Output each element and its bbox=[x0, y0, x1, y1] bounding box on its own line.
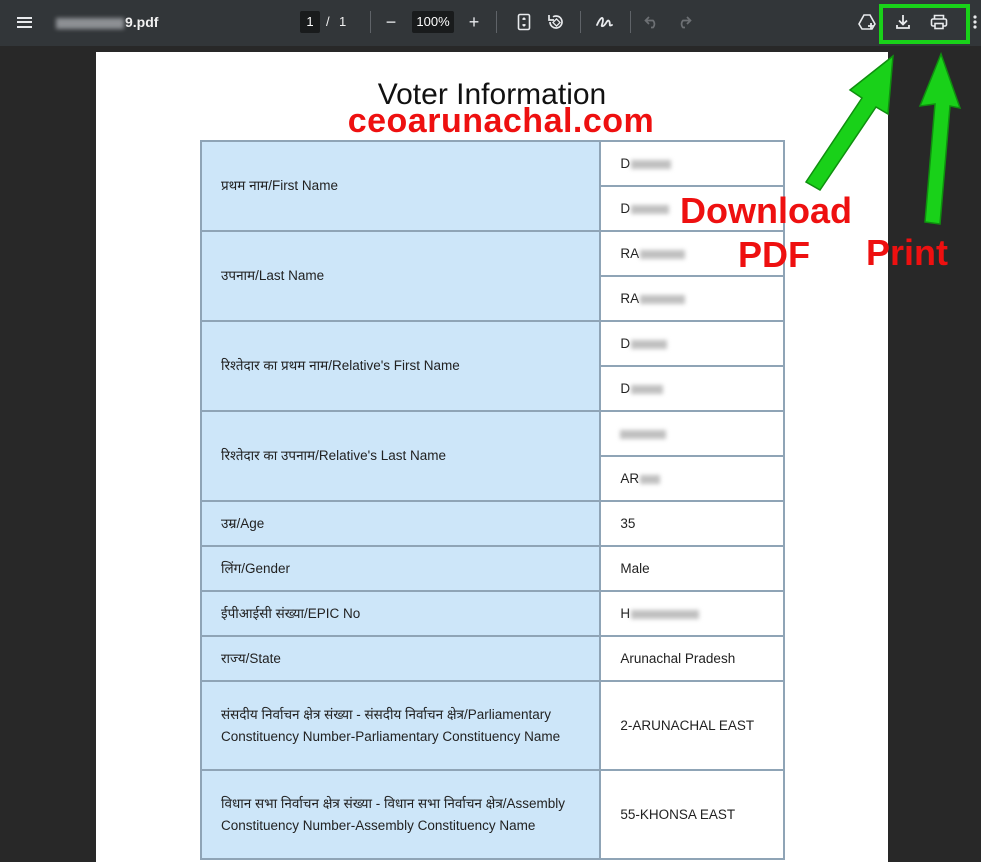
value-last-name: RA bbox=[600, 231, 784, 276]
print-arrow bbox=[920, 54, 960, 224]
pdf-annotation-label: PDF bbox=[738, 234, 810, 275]
label-parliamentary-constituency: संसदीय निर्वाचन क्षेत्र संख्या - संसदीय निर्वाचन क्षेत्र/Parliamentary Constituency Number-Parliamentary Constituency Name bbox=[201, 681, 600, 770]
zoom-out-button[interactable]: − bbox=[385, 12, 397, 32]
value-relative-first-name: D bbox=[600, 321, 784, 366]
value-state: Arunachal Pradesh bbox=[600, 636, 784, 681]
file-name-suffix: 9.pdf bbox=[125, 14, 159, 30]
zoom-level-input[interactable]: 100% bbox=[412, 11, 454, 33]
value-relative-last-name: AR bbox=[600, 456, 784, 501]
zoom-in-button[interactable]: + bbox=[468, 12, 480, 32]
value-relative-first-name: D bbox=[600, 366, 784, 411]
label-assembly-constituency: विधान सभा निर्वाचन क्षेत्र संख्या - विधान सभा निर्वाचन क्षेत्र/Assembly Constituency Number-Assembly Constituency Name bbox=[201, 770, 600, 859]
label-last-name: उपनाम/Last Name bbox=[201, 231, 600, 321]
label-gender: लिंग/Gender bbox=[201, 546, 600, 591]
download-annotation-label: Download bbox=[680, 190, 852, 231]
page-number-input[interactable]: 1 bbox=[300, 11, 320, 33]
value-gender: Male bbox=[600, 546, 784, 591]
value-first-name: D bbox=[600, 141, 784, 186]
value-assembly-constituency: 55-KHONSA EAST bbox=[600, 770, 784, 859]
label-relative-last-name: रिश्तेदार का उपनाम/Relative's Last Name bbox=[201, 411, 600, 501]
download-arrow bbox=[806, 56, 893, 190]
print-annotation-label: Print bbox=[866, 232, 949, 273]
label-first-name: प्रथम नाम/First Name bbox=[201, 141, 600, 231]
page-separator: / bbox=[326, 14, 330, 29]
label-age: उम्र/Age bbox=[201, 501, 600, 546]
watermark-text: ceoarunachal.com bbox=[347, 102, 655, 140]
value-parliamentary-constituency: 2-ARUNACHAL EAST bbox=[600, 681, 784, 770]
value-epic-no: H bbox=[600, 591, 784, 636]
label-state: राज्य/State bbox=[201, 636, 600, 681]
page-total: 1 bbox=[339, 14, 347, 29]
value-last-name: RA bbox=[600, 276, 784, 321]
label-relative-first-name: रिश्तेदार का प्रथम नाम/Relative's First Name bbox=[201, 321, 600, 411]
label-epic-no: ईपीआईसी संख्या/EPIC No bbox=[201, 591, 600, 636]
value-first-name: D bbox=[600, 186, 784, 231]
document-title: Voter Information bbox=[377, 78, 607, 111]
value-age: 35 bbox=[600, 501, 784, 546]
